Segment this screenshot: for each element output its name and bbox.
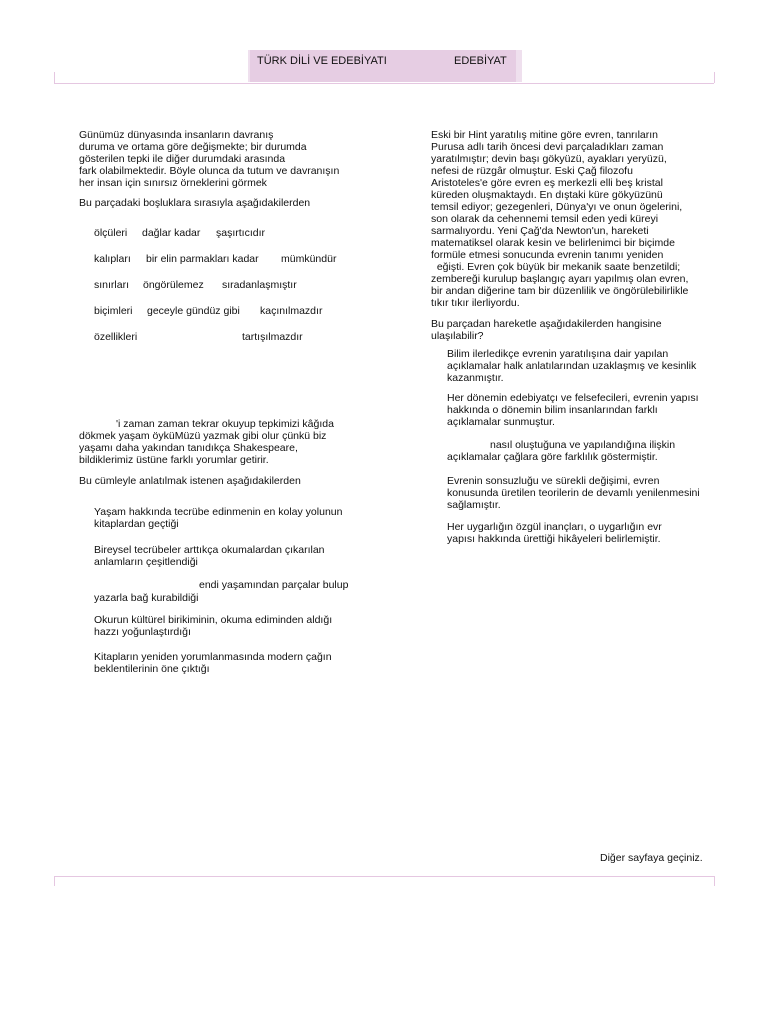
header-section: EDEBİYAT — [454, 55, 507, 67]
q3-line: sarmalıyordu. Yeni Çağ'da Newton'un, hareketi — [431, 225, 649, 237]
q3-option-line: Evrenin sonsuzluğu ve sürekli değişimi, evren — [447, 475, 660, 487]
q2-option-line: Okurun kültürel birikiminin, okuma ediminden aldığı — [94, 614, 333, 626]
q2-option-line: hazzı yoğunlaştırdığı — [94, 626, 191, 638]
q3-option-line: nasıl oluştuğuna ve yapılandığına ilişkin — [490, 439, 676, 451]
q1-option-word-2: bir elin parmakları kadar — [146, 253, 259, 265]
q1-question: Bu parçadaki boşluklara sırasıyla aşağıdakilerden — [79, 197, 311, 209]
q1-option-word-2: öngörülemez — [143, 279, 204, 291]
q3-question: ulaşılabilir? — [431, 330, 484, 342]
q1-option-word-3: kaçınılmazdır — [260, 305, 323, 317]
q1-option-word-2: dağlar kadar — [142, 227, 201, 239]
q1-line: fark olabilmektedir. Böyle olunca da tutum ve davranışın — [79, 165, 340, 177]
q3-line: Eski bir Hint yaratılış mitine göre evren, tanrıların — [431, 129, 659, 141]
header-subject: TÜRK DİLİ VE EDEBİYATI — [257, 55, 387, 67]
q3-option-line: sağlamıştır. — [447, 499, 501, 511]
q1-option-word-1: sınırları — [94, 279, 130, 291]
q2-option-line: Kitapların yeniden yorumlanmasında modern çağın — [94, 651, 332, 663]
q3-line: bir andan diğerine tam bir düzenlilik ve öngörülebilirlikle — [431, 285, 689, 297]
footer-rule-tick-right — [714, 876, 715, 886]
q3-line: yaratılmıştır; devin başı gökyüzü, ayakları yeryüzü, — [431, 153, 667, 165]
header-rule-tick-right — [714, 72, 715, 83]
q2-option-line: Yaşam hakkında tecrübe edinmenin en kolay yolunun — [94, 506, 343, 518]
q3-option-line: açıklamalar halk anlatılarından uzaklaşmış ve kesinlik — [447, 360, 697, 372]
q3-line: nefesi de rüzgâr olmuştur. Eski Çağ filozofu — [431, 165, 633, 177]
q1-option-word-3: sıradanlaşmıştır — [222, 279, 297, 291]
q3-line: tıkır tıkır ilerliyordu. — [431, 297, 520, 309]
q2-line: yaşamı daha yakından tanıdıkça Shakespeare, — [79, 442, 298, 454]
q3-line: temsil ediyor; gezegenleri, Dünya'yı ve onun ögelerini, — [431, 201, 683, 213]
header-edge-right — [516, 50, 522, 82]
q1-option-word-2: geceyle gündüz gibi — [147, 305, 240, 317]
q1-line: Günümüz dünyasında insanların davranış — [79, 129, 274, 141]
q1-option-word-3: şaşırtıcıdır — [216, 227, 266, 239]
q1-line: her insan için sınırsız örneklerini görmek — [79, 177, 267, 189]
footer-rule — [54, 876, 714, 877]
q3-line: son olarak da cehennemi temsil eden yedi küreyi — [431, 213, 659, 225]
q3-option-line: açıklamalar çağlara göre farklılık göstermiştir. — [447, 451, 658, 463]
q2-option-line: endi yaşamından parçalar bulup — [199, 579, 349, 591]
q3-line: zembereği kurulup başlangıç ayarı yapılmış olan evren, — [431, 273, 689, 285]
q1-option-word-1: özellikleri — [94, 331, 138, 343]
q3-line: formüle etmesi sonucunda evrenin tanımı yeniden — [431, 249, 664, 261]
q1-option-word-3: mümkündür — [281, 253, 337, 265]
q3-option-line: konusunda üretilen teorilerin de devamlı yenilenmesini — [447, 487, 700, 499]
q3-option-line: Bilim ilerledikçe evrenin yaratılışına dair yapılan — [447, 348, 669, 360]
q1-line: duruma ve ortama göre değişmekte; bir durumda — [79, 141, 307, 153]
q2-line: bildiklerimiz üstüne farklı yorumlar getirir. — [79, 454, 269, 466]
q2-option-line: kitaplardan geçtiği — [94, 518, 179, 530]
q2-option-line: yazarla bağ kurabildiği — [94, 592, 199, 604]
q3-line: Purusa adlı tarih öncesi devi parçaladıkları zaman — [431, 141, 664, 153]
q3-option-line: hakkında o dönemin bilim insanlarından farklı — [447, 404, 658, 416]
q2-question: Bu cümleyle anlatılmak istenen aşağıdakilerden — [79, 475, 301, 487]
header-rule-tick-left — [54, 72, 55, 83]
q3-option-line: Her uygarlığın özgül inançları, o uygarlığın evr — [447, 521, 662, 533]
q2-line: 'i zaman zaman tekrar okuyup tepkimizi kâğıda — [116, 418, 334, 430]
q3-line: eğişti. Evren çok büyük bir mekanik saate benzetildi; — [431, 261, 681, 273]
q3-option-line: açıklamalar sunmuştur. — [447, 416, 555, 428]
q1-line: gösterilen tepki ile diğer durumdaki arasında — [79, 153, 286, 165]
footer-rule-tick-left — [54, 876, 55, 886]
q3-question: Bu parçadan hareketle aşağıdakilerden hangisine — [431, 318, 662, 330]
q2-option-line: anlamların çeşitlendiği — [94, 556, 198, 568]
q2-option-line: beklentilerinin öne çıktığı — [94, 663, 210, 675]
q1-option-word-1: ölçüleri — [94, 227, 128, 239]
q1-option-word-1: biçimleri — [94, 305, 133, 317]
q3-option-line: yapısı hakkında ürettiği hikâyeleri belirlemiştir. — [447, 533, 661, 545]
q3-line: küreden oluşmaktaydı. En dıştaki küre gökyüzünü — [431, 189, 663, 201]
q1-option-word-3: tartışılmazdır — [242, 331, 303, 343]
q3-option-line: Her dönemin edebiyatçı ve felsefecileri, evrenin yapısı — [447, 392, 699, 404]
q3-option-line: kazanmıştır. — [447, 372, 504, 384]
q2-line: dökmek yaşam öyküMüzü yazmak gibi olur çünkü biz — [79, 430, 327, 442]
next-page-note: Diğer sayfaya geçiniz. — [600, 852, 703, 864]
q2-option-line: Bireysel tecrübeler arttıkça okumalardan çıkarılan — [94, 544, 325, 556]
header-rule — [54, 83, 714, 84]
q3-line: matematiksel olarak kesin ve belirlenimci bir biçimde — [431, 237, 675, 249]
q3-line: Aristoteles'e göre evren eş merkezli elli beş kristal — [431, 177, 663, 189]
q1-option-word-1: kalıpları — [94, 253, 131, 265]
